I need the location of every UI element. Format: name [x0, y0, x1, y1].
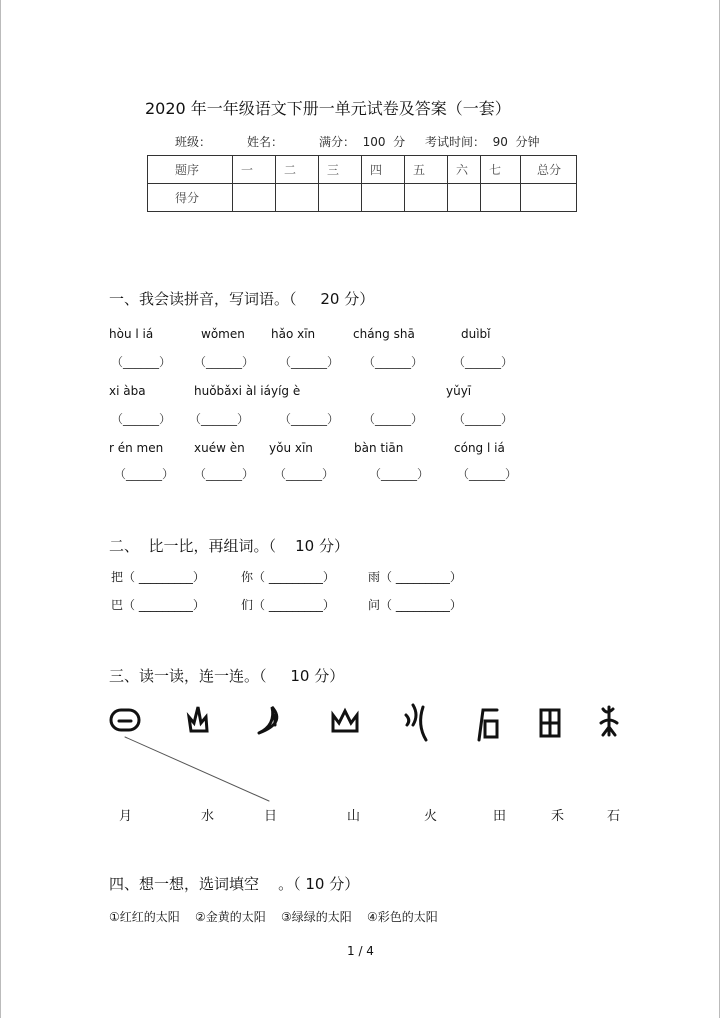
page-title: 2020 年一年级语文下册一单元试卷及答案（一套） — [145, 99, 511, 118]
answer-blank[interactable]: （______） — [194, 355, 255, 369]
sun-pictograph-icon[interactable] — [111, 710, 139, 730]
field-pictograph-icon[interactable] — [541, 710, 559, 736]
compare-item[interactable]: 问（ _________） — [368, 598, 462, 612]
mountain-pictograph-icon[interactable] — [333, 711, 357, 731]
name-label: 姓名： — [247, 135, 284, 149]
table-cell: 题序 — [148, 156, 233, 184]
page-number: 1 / 4 — [347, 944, 374, 958]
moon-pictograph-icon[interactable] — [259, 707, 277, 733]
full-score: 满分： 100 分 — [319, 135, 406, 149]
class-label: 班级： — [175, 135, 212, 149]
pinyin: huǒbǎxi àl iáyíg è — [194, 384, 301, 398]
answer-blank[interactable]: （______） — [453, 355, 514, 369]
section1-heading: 一、我会读拼音，写词语。（ 20 分） — [109, 290, 375, 308]
pinyin: hǎo xīn — [271, 327, 316, 341]
connecting-line[interactable] — [125, 737, 269, 801]
table-cell: 六 — [448, 156, 481, 184]
pinyin: cháng shā — [353, 327, 415, 341]
table-cell: 总分 — [521, 156, 577, 184]
answer-blank[interactable]: （______） — [453, 412, 514, 426]
answer-blank[interactable]: （______） — [111, 355, 172, 369]
char-option[interactable]: 日 — [264, 809, 278, 824]
table-cell: 四 — [362, 156, 405, 184]
section4-heading: 四、想一想，选词填空 。（ 10 分） — [109, 875, 360, 893]
compare-item[interactable]: 把（ _________） — [111, 570, 205, 584]
answer-blank[interactable]: （______） — [363, 412, 424, 426]
answer-blank[interactable]: （______） — [189, 412, 250, 426]
table-row — [148, 184, 577, 212]
answer-blank[interactable]: （______） — [363, 355, 424, 369]
table-cell: 五 — [405, 156, 448, 184]
score-cell[interactable] — [276, 184, 319, 212]
table-cell: 二 — [276, 156, 319, 184]
score-cell[interactable] — [481, 184, 521, 212]
char-option[interactable]: 田 — [493, 809, 507, 824]
answer-blank[interactable]: （______） — [111, 412, 172, 426]
score-cell[interactable] — [362, 184, 405, 212]
score-cell[interactable] — [521, 184, 577, 212]
stone-pictograph-icon[interactable] — [479, 710, 497, 740]
answer-blank[interactable]: （______） — [279, 355, 340, 369]
table-cell: 一 — [233, 156, 276, 184]
score-cell[interactable] — [448, 184, 481, 212]
pinyin: cóng l iá — [454, 441, 505, 455]
answer-blank[interactable]: （______） — [194, 467, 255, 481]
fire-pictograph-icon[interactable] — [189, 707, 207, 731]
char-option[interactable]: 石 — [607, 809, 621, 824]
table-cell: 得分 — [148, 184, 233, 212]
pinyin: bàn tiān — [354, 441, 404, 455]
char-option[interactable]: 火 — [424, 809, 438, 824]
score-cell[interactable] — [319, 184, 362, 212]
compare-item[interactable]: 雨（ _________） — [368, 570, 462, 584]
compare-item[interactable]: 们（ _________） — [241, 598, 335, 612]
pinyin: wǒmen — [201, 327, 245, 341]
pinyin: xuéw èn — [194, 441, 245, 455]
answer-blank[interactable]: （______） — [457, 467, 518, 481]
table-cell: 三 — [319, 156, 362, 184]
word-options: ①红红的太阳 ②金黄的太阳 ③绿绿的太阳 ④彩色的太阳 — [109, 910, 438, 924]
water-pictograph-icon[interactable] — [406, 705, 426, 740]
score-table — [147, 155, 577, 212]
table-cell: 七 — [481, 156, 521, 184]
answer-blank[interactable]: （______） — [274, 467, 335, 481]
pinyin: yǔyī — [446, 384, 472, 398]
char-option[interactable]: 月 — [119, 809, 133, 824]
table-row — [148, 156, 577, 184]
answer-blank[interactable]: （______） — [369, 467, 430, 481]
score-cell[interactable] — [405, 184, 448, 212]
section3-heading: 三、读一读，连一连。（ 10 分） — [109, 667, 345, 685]
section2-heading: 二、 比一比，再组词。（ 10 分） — [109, 537, 349, 555]
char-option[interactable]: 水 — [201, 809, 215, 824]
answer-blank[interactable]: （______） — [279, 412, 340, 426]
answer-blank[interactable]: （______） — [114, 467, 175, 481]
pinyin: xi àba — [109, 384, 146, 398]
grain-pictograph-icon[interactable] — [601, 707, 617, 735]
exam-time: 考试时间： 90 分钟 — [425, 135, 540, 149]
score-cell[interactable] — [233, 184, 276, 212]
compare-item[interactable]: 你（ _________） — [241, 570, 335, 584]
char-option[interactable]: 禾 — [551, 809, 565, 824]
pinyin: duìbǐ — [461, 327, 491, 341]
pinyin: yǒu xīn — [269, 441, 313, 455]
char-option[interactable]: 山 — [347, 809, 361, 824]
compare-item[interactable]: 巴（ _________） — [111, 598, 205, 612]
pinyin: r én men — [109, 441, 164, 455]
pictographs — [101, 695, 641, 815]
pinyin: hòu l iá — [109, 327, 154, 341]
